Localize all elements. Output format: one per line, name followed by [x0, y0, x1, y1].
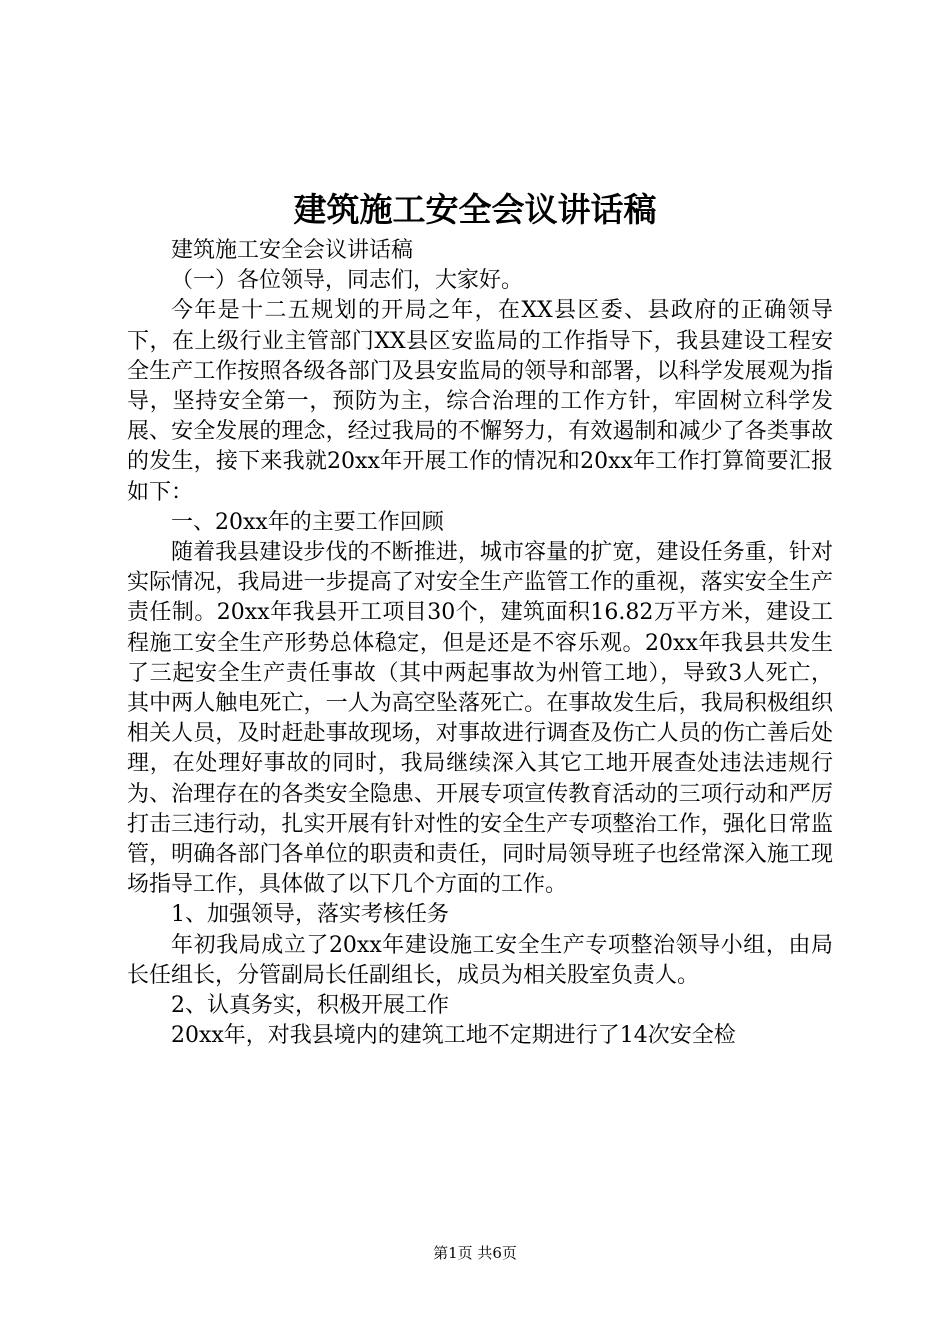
paragraph-leadership: 年初我局成立了20xx年建设施工安全生产专项整治领导小组，由局长任组长，分管副局长任副组长，成员为相关股室负责人。 [127, 932, 833, 988]
subheading-leadership: 1、加强领导，落实考核任务 [171, 902, 449, 928]
section-heading-review: 一、20xx年的主要工作回顾 [171, 509, 444, 535]
document-title: 建筑施工安全会议讲话稿 [293, 190, 657, 229]
document-body [127, 236, 833, 1051]
page-footer: 第1页 共6页 [433, 1244, 517, 1262]
paragraph-work: 20xx年，对我县境内的建筑工地不定期进行了14次安全检 [171, 1023, 736, 1049]
paragraph-intro: 今年是十二五规划的开局之年，在XX县区委、县政府的正确领导下，在上级行业主管部门XX县区安监局的工作指导下，我县建设工程安全生产工作按照各级各部门及县安监局的领导和部署，以科学发展观为指导，坚持安全第一，预防为主，综合治理的工作方针，牢固树立科学发展、安全发展的理念，经过我局的不懈努力，有效遏制和减少了各类事故的发生，接下来我就20xx年开展工作的情况和20xx年工作打算简要汇报如下： [127, 298, 833, 505]
paragraph-greeting: （一）各位领导，同志们，大家好。 [171, 268, 524, 294]
paragraph-subtitle: 建筑施工安全会议讲话稿 [171, 238, 414, 263]
subheading-work: 2、认真务实，积极开展工作 [171, 993, 449, 1019]
paragraph-review: 随着我县建设步伐的不断推进，城市容量的扩宽，建设任务重，针对实际情况，我局进一步提高了对安全生产监管工作的重视，落实安全生产责任制。20xx年我县开工项目30个，建筑面积16.82万平方米，建设工程施工安全生产形势总体稳定，但是还是不容乐观。20xx年我县共发生了三起安全生产责任事故（其中两起事故为州管工地），导致3人死亡，其中两人触电死亡，一人为高空坠落死亡。在事故发生后，我局积极组织相关人员，及时赶赴事故现场，对事故进行调查及伤亡人员的伤亡善后处理，在处理好事故的同时，我局继续深入其它工地开展查处违法违规行为、治理存在的各类安全隐患、开展专项宣传教育活动的三项行动和严厉打击三违行动，扎实开展有针对性的安全生产专项整治工作，强化日常监管，明确各部门各单位的职责和责任，同时局领导班子也经常深入施工现场指导工作，具体做了以下几个方面的工作。 [127, 540, 833, 898]
